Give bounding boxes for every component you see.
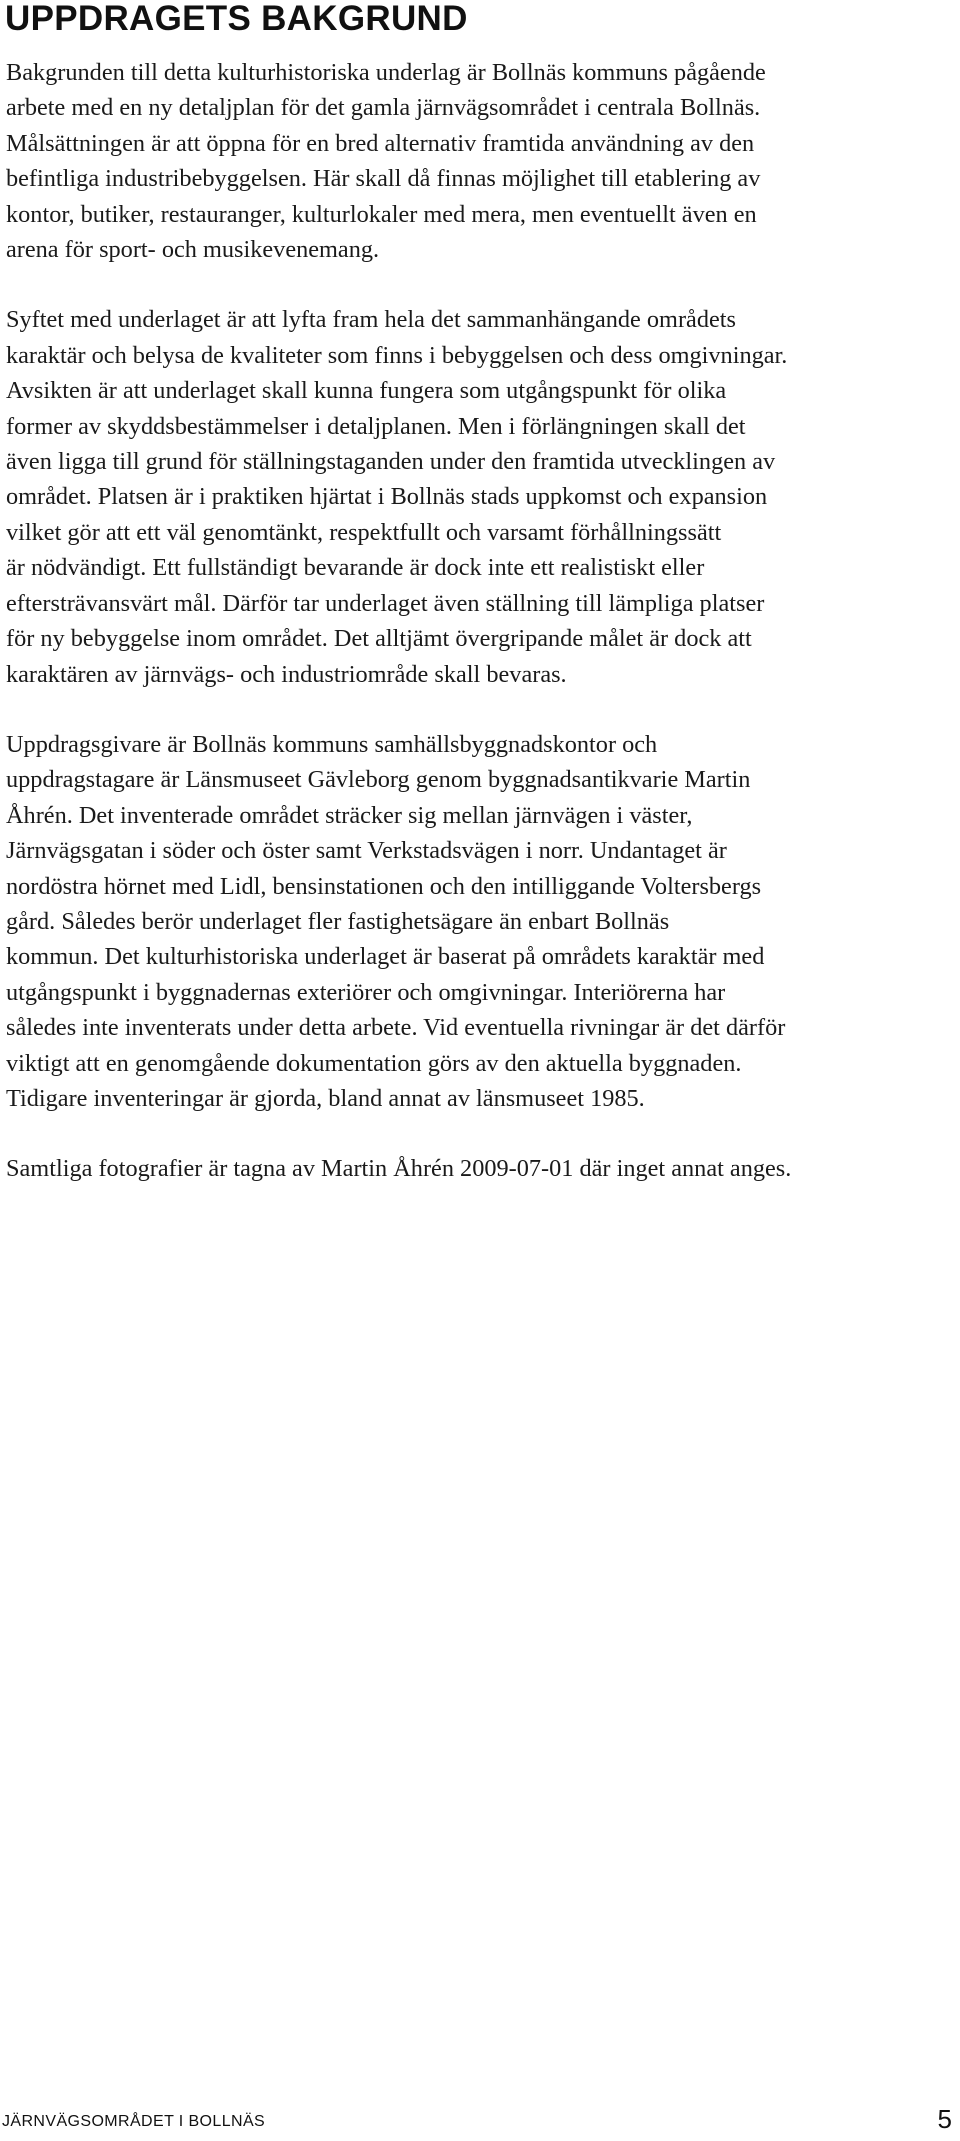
text-line: Tidigare inventeringar är gjorda, bland annat av länsmuseet 1985. xyxy=(6,1084,645,1112)
text-line: således inte inventerats under detta arbete. Vid eventuella rivningar är det därför xyxy=(6,1014,786,1042)
text-line: former av skyddsbestämmelser i detaljplanen. Men i förlängningen skall det xyxy=(6,412,746,440)
text-line: eftersträvansvärt mål. Därför tar underlaget även ställning till lämpliga platser xyxy=(6,589,765,617)
text-line: Åhrén. Det inventerade området sträcker sig mellan järnvägen i väster, xyxy=(6,801,693,829)
text-line: Bakgrunden till detta kulturhistoriska underlag är Bollnäs kommuns pågående xyxy=(6,59,766,86)
text-line: Uppdragsgivare är Bollnäs kommuns samhällsbyggnadskontor och xyxy=(6,730,658,758)
text-line: karaktären av järnvägs- och industriområde skall bevaras. xyxy=(6,660,567,688)
paragraph xyxy=(6,55,956,267)
text-line: området. Platsen är i praktiken hjärtat i Bollnäs stads uppkomst och expansion xyxy=(6,483,768,511)
text-line: kontor, butiker, restauranger, kulturlokaler med mera, men eventuellt även en xyxy=(6,200,757,228)
paragraph xyxy=(6,1151,956,1186)
text-line: arena för sport- och musikevenemang. xyxy=(6,236,380,264)
text-line: kommun. Det kulturhistoriska underlaget är baserat på områdets karaktär med xyxy=(6,943,765,971)
page-number: 5 xyxy=(937,2104,952,2134)
body-text xyxy=(6,55,956,1222)
text-line: Syftet med underlaget är att lyfta fram hela det sammanhängande områdets xyxy=(6,306,736,334)
text-line: vilket gör att ett väl genomtänkt, respektfullt och varsamt förhållningssätt xyxy=(6,518,722,546)
text-line: uppdragstagare är Länsmuseet Gävleborg genom byggnadsantikvarie Martin xyxy=(6,766,751,794)
text-line: befintliga industribebyggelsen. Här skall då finnas möjlighet till etablering av xyxy=(6,165,761,193)
paragraph xyxy=(6,727,956,1116)
text-line: Samtliga fotografier är tagna av Martin Åhrén 2009-07-01 där inget annat anges. xyxy=(6,1155,792,1183)
paragraph xyxy=(6,302,956,691)
text-line: viktigt att en genomgående dokumentation görs av den aktuella byggnaden. xyxy=(6,1049,742,1077)
text-line: utgångspunkt i byggnadernas exteriörer och omgivningar. Interiörerna har xyxy=(6,978,726,1006)
text-line: arbete med en ny detaljplan för det gamla järnvägsområdet i centrala Bollnäs. xyxy=(6,94,761,122)
text-line: Avsikten är att underlaget skall kunna fungera som utgångspunkt för olika xyxy=(6,377,727,405)
text-line: Järnvägsgatan i söder och öster samt Verkstadsvägen i norr. Undantaget är xyxy=(6,837,727,865)
text-line: även ligga till grund för ställningstaganden under den framtida utvecklingen av xyxy=(6,448,776,476)
text-line: gård. Således berör underlaget fler fastighetsägare än enbart Bollnäs xyxy=(6,907,670,935)
text-line: karaktär och belysa de kvaliteter som finns i bebyggelsen och dess omgivningar. xyxy=(6,341,788,369)
text-line: för ny bebyggelse inom området. Det alltjämt övergripande målet är dock att xyxy=(6,625,752,653)
text-line: nordöstra hörnet med Lidl, bensinstationen och den intilliggande Voltersbergs xyxy=(6,872,762,900)
footer-title: JÄRNVÄGSOMRÅDET I BOLLNÄS xyxy=(2,2113,266,2130)
text-line: är nödvändigt. Ett fullständigt bevarande är dock inte ett realistiskt eller xyxy=(6,554,705,582)
text-line: Målsättningen är att öppna för en bred alternativ framtida användning av den xyxy=(6,129,755,157)
page-heading: UPPDRAGETS BAKGRUND xyxy=(5,0,468,38)
